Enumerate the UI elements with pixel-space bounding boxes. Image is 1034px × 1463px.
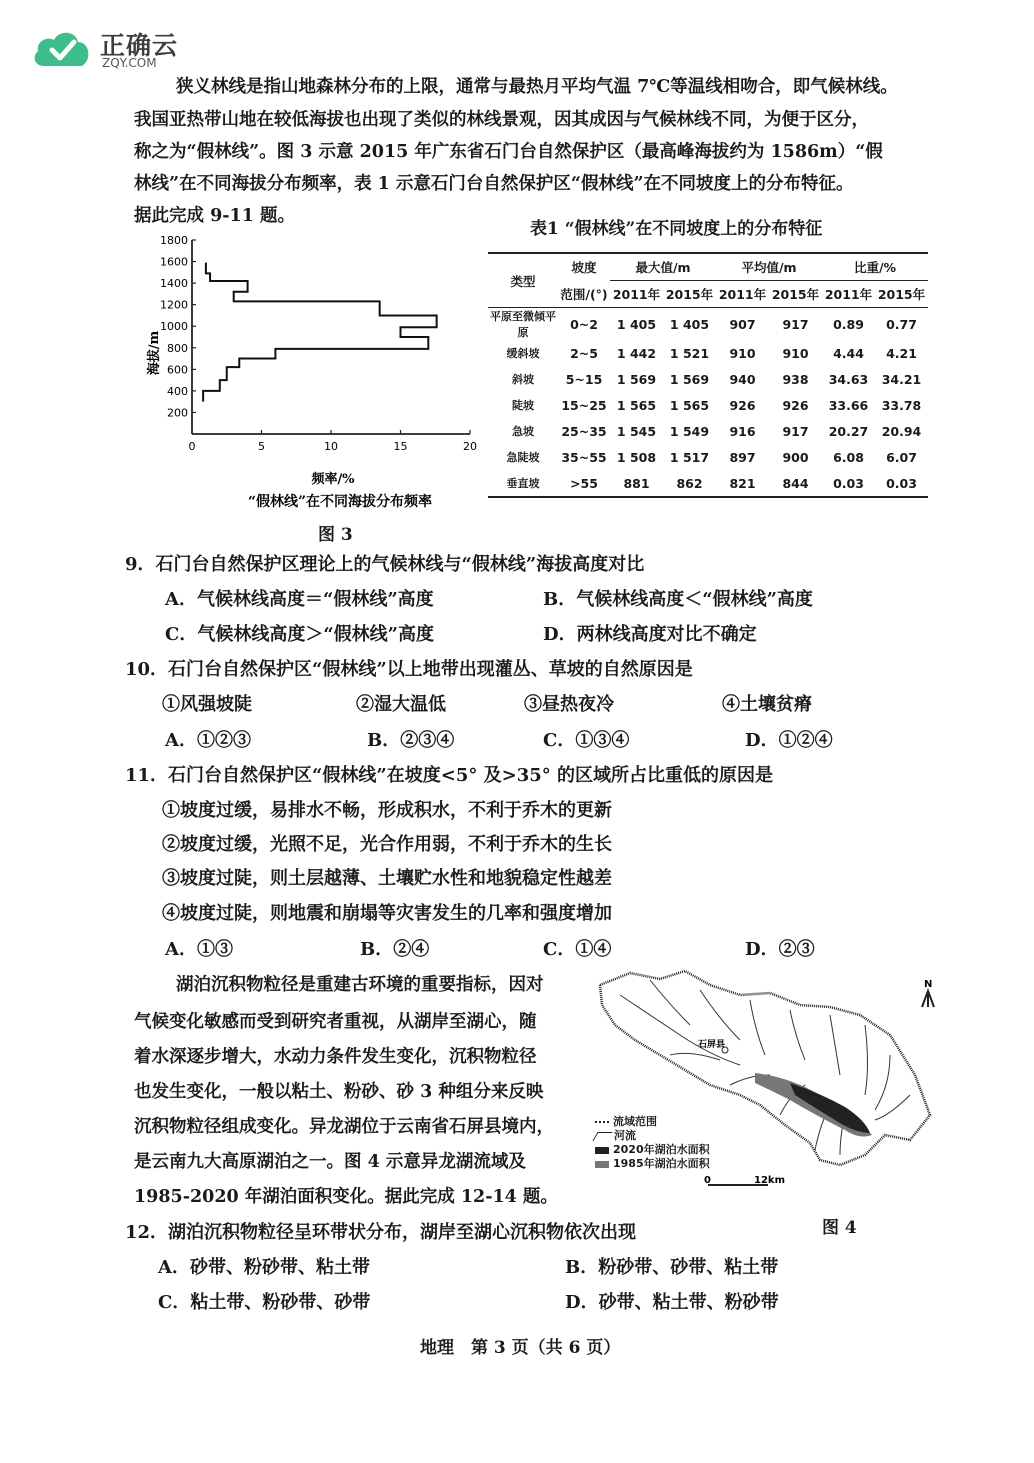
table-cell-avg11: 916 — [729, 423, 756, 439]
lake-line-2: 气候变化敏感而受到研究者重视，从湖岸至湖心，随 — [134, 1012, 537, 1032]
lake-line-7: 1985-2020 年湖泊面积变化。据此完成 12-14 题。 — [134, 1187, 558, 1207]
table-cell-max15: 862 — [676, 475, 703, 491]
y-tick-label: 1800 — [160, 234, 188, 247]
intro-line-2: 我国亚热带山地在较低海拔也出现了类似的林线景观，因其成因与气候林线不同，为便于区分， — [134, 110, 869, 130]
table-cell-max11: 1 545 — [616, 423, 657, 439]
table-cell-range: 2~5 — [570, 345, 598, 361]
table-cell-range: 5~15 — [565, 371, 603, 387]
figure4-caption: 图 4 — [822, 1218, 857, 1238]
legend-basin: 流域范围 — [595, 1115, 715, 1129]
q10-stem: 10．石门台自然保护区“假林线”以上地带出现灌丛、草坡的自然原因是 — [125, 659, 693, 680]
col-max: 最大值/m — [610, 253, 716, 281]
table-cell-avg11: 821 — [729, 475, 756, 491]
table-cell-type: 急陡坡 — [506, 451, 540, 464]
table-cell-r11: 20.27 — [828, 423, 869, 439]
q11-option-d: D．②③ — [745, 939, 815, 960]
table-cell-r11: 0.03 — [833, 475, 864, 491]
q10-option-c: C．①③④ — [543, 730, 630, 751]
table-cell-r11: 6.08 — [833, 449, 864, 465]
y-tick-label: 600 — [167, 363, 188, 377]
table-cell-avg15: 938 — [782, 371, 809, 387]
scale-km: 12km — [754, 1175, 785, 1186]
table-cell-r15: 0.77 — [886, 316, 917, 332]
table-cell-max15: 1 565 — [669, 397, 710, 413]
table-cell-max15: 1 521 — [669, 345, 710, 361]
lake-line-4: 也发生变化，一般以粘土、粉砂、砂 3 种组分来反映 — [134, 1082, 544, 1102]
y-tick-label: 1000 — [160, 320, 188, 334]
table-cell-type: 缓斜坡 — [506, 347, 540, 360]
col-avg: 平均值/m — [716, 253, 822, 281]
q11-option-a: A．①③ — [165, 939, 233, 960]
table-cell-avg15: 910 — [782, 345, 809, 361]
table-cell-max15: 1 405 — [669, 316, 710, 332]
north-arrow-icon — [922, 991, 934, 1007]
table-cell-max11: 1 442 — [616, 345, 657, 361]
table-cell-r11: 33.66 — [828, 397, 869, 413]
q9-option-d: D．两林线高度对比不确定 — [543, 624, 757, 645]
table-cell-range: 15~25 — [561, 397, 607, 413]
x-tick-label: 5 — [258, 440, 265, 453]
table-cell-avg15: 917 — [782, 316, 809, 332]
table-cell-type: 平原至微倾平原 — [490, 310, 556, 339]
table-cell-max11: 881 — [623, 475, 650, 491]
table-cell-range: 0~2 — [570, 316, 598, 332]
scale-zero: 0 — [704, 1175, 711, 1186]
intro-line-3: 称之为“假林线”。图 3 示意 2015 年广东省石门台自然保护区（最高峰海拔约为 1586m）“假 — [134, 142, 883, 162]
table-cell-type: 垂直坡 — [506, 477, 540, 490]
river-icon — [592, 1132, 612, 1141]
table-cell-avg11: 940 — [729, 371, 756, 387]
q11-item-1: ①坡度过缓，易排水不畅，形成积水，不利于乔木的更新 — [162, 800, 612, 821]
logo-domain: ZQY.COM — [102, 56, 157, 70]
table-cell-avg15: 917 — [782, 423, 809, 439]
q12-option-c: C．粘土带、粉砂带、砂带 — [158, 1292, 371, 1313]
y-axis-label: 海拔/m — [147, 330, 162, 376]
intro-line-1: 狭义林线是指山地森林分布的上限，通常与最热月平均气温 7℃等温线相吻合，即气候林线。 — [176, 77, 898, 97]
legend-river: 河流 — [595, 1129, 715, 1143]
q9-option-c: C．气候林线高度＞“假林线”高度 — [165, 624, 435, 645]
chart-subcaption: “假林线”在不同海拔分布频率 — [247, 494, 433, 510]
table-cell-r11: 0.89 — [833, 316, 864, 332]
q12-stem: 12．湖泊沉积物粒径呈环带状分布，湖岸至湖心沉积物依次出现 — [125, 1222, 637, 1243]
table-cell-range: >55 — [570, 475, 598, 491]
table-cell-r15: 20.94 — [881, 423, 922, 439]
table-cell-max15: 1 517 — [669, 449, 710, 465]
y-tick-label: 1200 — [160, 298, 188, 312]
lake-line-6: 是云南九大高原湖泊之一。图 4 示意异龙湖流域及 — [134, 1152, 526, 1172]
col-slope: 坡度 — [571, 260, 597, 276]
page-footer: 地理 第 3 页（共 6 页） — [420, 1338, 621, 1358]
col-slope-range: 范围/(°) — [560, 286, 608, 302]
q10-option-d: D．①②④ — [745, 730, 833, 751]
table1 — [488, 252, 928, 498]
figure4-legend — [595, 1115, 715, 1171]
q12-option-b: B．粉砂带、砂带、粘土带 — [565, 1257, 779, 1278]
table-cell-max15: 1 569 — [669, 371, 710, 387]
legend-lake-1985: 1985年湖泊水面积 — [595, 1157, 715, 1171]
q11-option-b: B．②④ — [360, 939, 430, 960]
lake-line-1: 湖泊沉积物粒径是重建古环境的重要指标，因对 — [176, 975, 544, 995]
col-type: 类型 — [510, 273, 536, 289]
table-row — [488, 470, 928, 497]
q10-option-a: A．①②③ — [165, 730, 251, 751]
q11-item-3: ③坡度过陡，则土层越薄、土壤贮水性和地貌稳定性越差 — [162, 868, 612, 889]
q11-item-4: ④坡度过陡，则地震和崩塌等灾害发生的几率和强度增加 — [162, 903, 612, 924]
table-cell-max15: 1 549 — [669, 423, 710, 439]
table-cell-avg11: 907 — [729, 316, 756, 332]
q12-option-a: A．砂带、粉砂带、粘土带 — [158, 1257, 370, 1278]
town-label: 石屏县 — [698, 1040, 726, 1050]
table-cell-avg15: 844 — [782, 475, 809, 491]
col-max-2011: 2011年 — [612, 287, 661, 302]
table-cell-type: 陡坡 — [512, 399, 534, 412]
q9-option-b: B．气候林线高度＜“假林线”高度 — [543, 589, 813, 610]
table-row — [488, 308, 928, 341]
table-cell-r15: 0.03 — [886, 475, 917, 491]
table-cell-r11: 34.63 — [828, 371, 869, 387]
frequency-series-line — [203, 263, 437, 402]
y-tick-label: 400 — [167, 384, 188, 398]
lake-line-3: 着水深逐步增大，水动力条件发生变化，沉积物粒径 — [134, 1047, 537, 1067]
q10-item-2: ②湿大温低 — [356, 694, 446, 715]
x-tick-label: 10 — [324, 440, 338, 453]
table-cell-avg11: 897 — [729, 449, 756, 465]
q11-option-c: C．①④ — [543, 939, 612, 960]
y-tick-label: 1400 — [160, 277, 188, 291]
table-row — [488, 340, 928, 366]
table-cell-r11: 4.44 — [833, 345, 864, 361]
y-tick-label: 800 — [167, 341, 188, 355]
x-tick-label: 0 — [188, 440, 196, 453]
q10-item-1: ①风强坡陡 — [162, 694, 252, 715]
col-ratio-2015: 2015年 — [877, 287, 926, 302]
logo-name: 正确云 — [100, 31, 179, 60]
site-logo — [30, 22, 180, 72]
table-cell-range: 25~35 — [561, 423, 607, 439]
table-cell-r15: 6.07 — [886, 449, 917, 465]
table-cell-avg11: 926 — [729, 397, 756, 413]
table-cell-avg11: 910 — [729, 345, 756, 361]
table-cell-max11: 1 569 — [616, 371, 657, 387]
y-tick-label: 200 — [167, 406, 188, 420]
table-cell-avg15: 926 — [782, 397, 809, 413]
q10-option-b: B．②③④ — [367, 730, 455, 751]
q10-item-3: ③昼热夜冷 — [524, 694, 614, 715]
col-ratio-2011: 2011年 — [824, 287, 873, 302]
table-cell-max11: 1 508 — [616, 449, 657, 465]
intro-line-4: 林线”在不同海拔分布频率，表 1 示意石门台自然保护区“假林线”在不同坡度上的分布特征。 — [134, 174, 854, 194]
x-tick-label: 20 — [463, 440, 477, 453]
col-avg-2011: 2011年 — [718, 287, 767, 302]
table-row — [488, 418, 928, 444]
table-cell-avg15: 900 — [782, 449, 809, 465]
table-cell-type: 斜坡 — [512, 373, 534, 386]
lake-2020 — [790, 1083, 870, 1133]
figure3-chart — [140, 228, 480, 518]
table-cell-r15: 4.21 — [886, 345, 917, 361]
y-tick-label: 1600 — [160, 255, 188, 269]
q9-stem: 9．石门台自然保护区理论上的气候林线与“假林线”海拔高度对比 — [125, 554, 645, 575]
col-avg-2015: 2015年 — [771, 287, 820, 302]
table-cell-r15: 34.21 — [881, 371, 922, 387]
q12-option-d: D．砂带、粘土带、粉砂带 — [565, 1292, 779, 1313]
table-row — [488, 392, 928, 418]
table-cell-type: 急坡 — [512, 425, 534, 438]
table-row — [488, 366, 928, 392]
x-axis-label: 频率/% — [311, 472, 355, 487]
table-cell-range: 35~55 — [561, 449, 607, 465]
x-tick-label: 15 — [393, 440, 408, 453]
legend-lake-2020: 2020年湖泊水面积 — [595, 1143, 715, 1157]
table-cell-max11: 1 405 — [616, 316, 657, 332]
table1-title: 表1 “假林线”在不同坡度上的分布特征 — [530, 219, 823, 239]
table-row — [488, 444, 928, 470]
north-label: N — [924, 979, 933, 990]
intro-line-5: 据此完成 9-11 题。 — [134, 206, 295, 226]
cloud-check-icon — [30, 26, 94, 70]
col-ratio: 比重/% — [822, 253, 928, 281]
q9-option-a: A．气候林线高度＝“假林线”高度 — [165, 589, 434, 610]
lake-line-5: 沉积物粒径组成变化。异龙湖位于云南省石屏县境内， — [134, 1117, 554, 1137]
q10-item-4: ④土壤贫瘠 — [722, 694, 812, 715]
figure3-caption: 图 3 — [318, 525, 353, 545]
col-max-2015: 2015年 — [665, 287, 714, 302]
q11-item-2: ②坡度过缓，光照不足，光合作用弱，不利于乔木的生长 — [162, 834, 612, 855]
table-cell-r15: 33.78 — [881, 397, 922, 413]
table-cell-max11: 1 565 — [616, 397, 657, 413]
q11-stem: 11．石门台自然保护区“假林线”在坡度<5° 及>35° 的区域所占比重低的原因是 — [125, 765, 774, 786]
